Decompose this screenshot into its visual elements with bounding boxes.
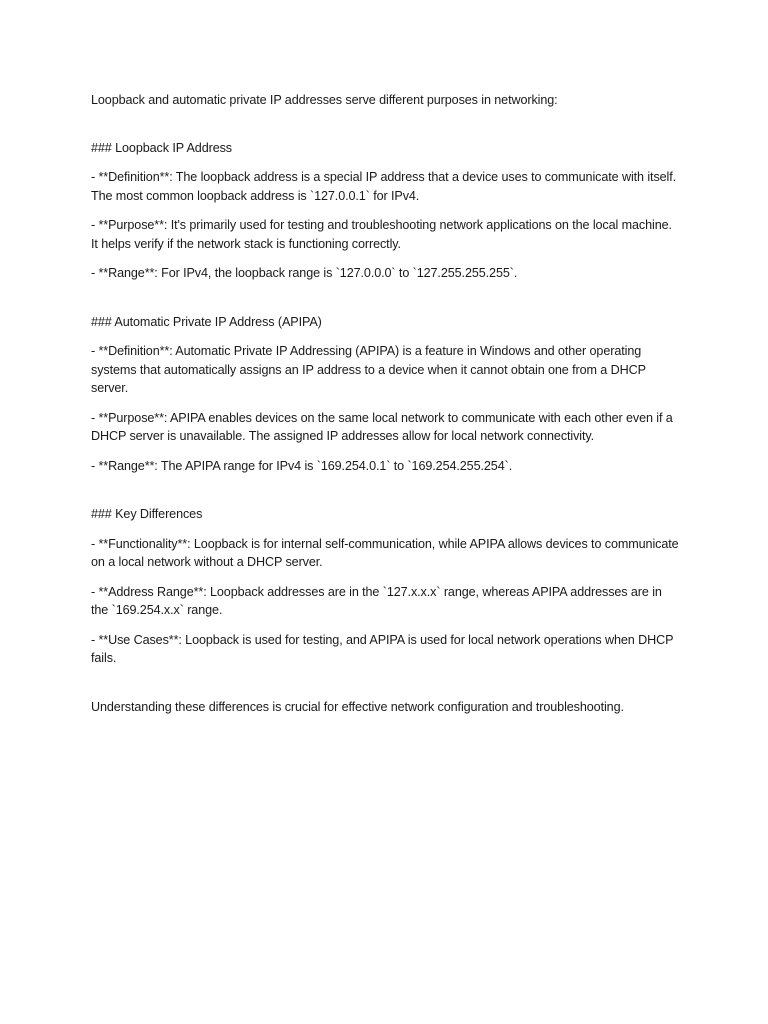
apipa-definition: - **Definition**: Automatic Private IP Addressing (APIPA) is a feature in Windows and other operating systems that automatically assigns an IP address to a device when it cannot obtain one from a DHCP server. xyxy=(91,344,646,395)
apipa-range: - **Range**: The APIPA range for IPv4 is `169.254.0.1` to `169.254.255.254`. xyxy=(91,458,513,473)
document-body xyxy=(91,91,681,727)
difference-functionality: - **Functionality**: Loopback is for internal self-communication, while APIPA allows devices to communicate on a local network without a DHCP server. xyxy=(91,536,679,569)
intro-paragraph: Loopback and automatic private IP addresses serve different purposes in networking: xyxy=(91,93,558,107)
section-heading-loopback: ### Loopback IP Address xyxy=(91,140,233,155)
difference-use-cases: - **Use Cases**: Loopback is used for testing, and APIPA is used for local network operations when DHCP fails. xyxy=(91,632,674,665)
apipa-purpose: - **Purpose**: APIPA enables devices on the same local network to communicate with each other even if a DHCP server is unavailable. The assigned IP addresses allow for local network connectivity. xyxy=(91,410,673,443)
section-heading-key-differences: ### Key Differences xyxy=(91,507,203,521)
loopback-purpose: - **Purpose**: It's primarily used for testing and troubleshooting network applications on the local machine. It helps verify if the network stack is functioning correctly. xyxy=(91,218,672,251)
section-heading-apipa: ### Automatic Private IP Address (APIPA) xyxy=(91,314,322,329)
conclusion-paragraph: Understanding these differences is crucial for effective network configuration and troubleshooting. xyxy=(91,699,624,714)
loopback-definition: - **Definition**: The loopback address is a special IP address that a device uses to communicate with itself. The most common loopback address is `127.0.0.1` for IPv4. xyxy=(91,170,677,203)
loopback-range: - **Range**: For IPv4, the loopback range is `127.0.0.0` to `127.255.255.255`. xyxy=(91,266,518,280)
difference-address-range: - **Address Range**: Loopback addresses are in the `127.x.x.x` range, whereas APIPA addresses are in the `169.254.x.x` range. xyxy=(91,584,662,617)
